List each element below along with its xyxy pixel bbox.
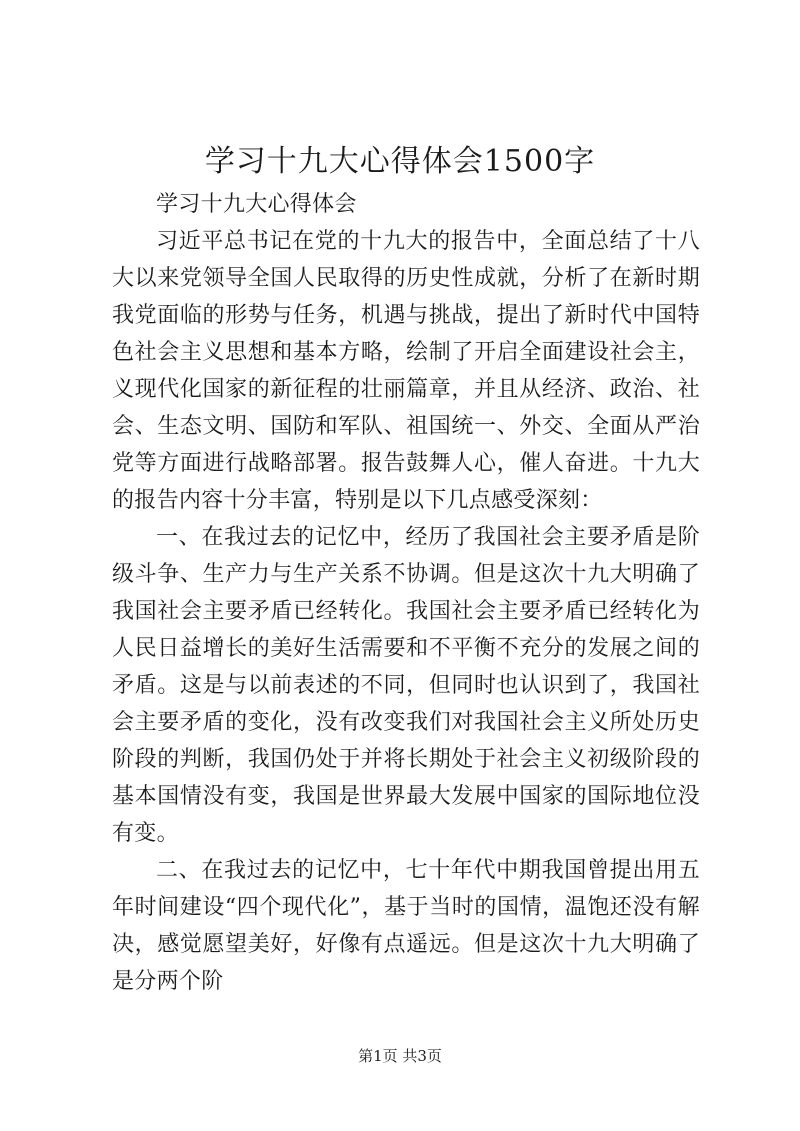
paragraph-point-one: 一、在我过去的记忆中，经历了我国社会主要矛盾是阶级斗争、生产力与生产关系不协调。但是这次十九大明确了我国社会主要矛盾已经转化。我国社会主要矛盾已经转化为人民日益增长的美好生活需要和不平衡不充分的发展之间的矛盾。这是与以前表述的不同，但同时也认识到了，我国社会主要矛盾的变化，没有改变我们对我国社会主义所处历史阶段的判断，我国仍处于并将长期处于社会主义初级阶段的基本国情没有变，我国是世界最大发展中国家的国际地位没有变。: [112, 525, 700, 846]
paragraph-point-two: 二、在我过去的记忆中，七十年代中期我国曾提出用五年时间建设“四个现代化”，基于当时的国情，温饱还没有解决，感觉愿望美好，好像有点遥远。但是这次十九大明确了是分两个阶: [112, 858, 700, 994]
document-body: [112, 186, 700, 1000]
page-footer: 第1页 共3页: [358, 1047, 442, 1065]
document-subtitle: 学习十九大心得体会: [156, 192, 357, 217]
document-title: 学习十九大心得体会1500字: [204, 144, 596, 179]
paragraph-intro: 习近平总书记在党的十九大的报告中，全面总结了十八大以来党领导全国人民取得的历史性成就，分析了在新时期我党面临的形势与任务，机遇与挑战，提出了新时代中国特色社会主义思想和基本方略，绘制了开启全面建设社会主，义现代化国家的新征程的壮丽篇章，并且从经济、政治、社会、生态文明、国防和军队、祖国统一、外交、全面从严治党等方面进行战略部署。报告鼓舞人心，催人奋进。十九大的报告内容十分丰富，特别是以下几点感受深刻：: [112, 229, 700, 513]
